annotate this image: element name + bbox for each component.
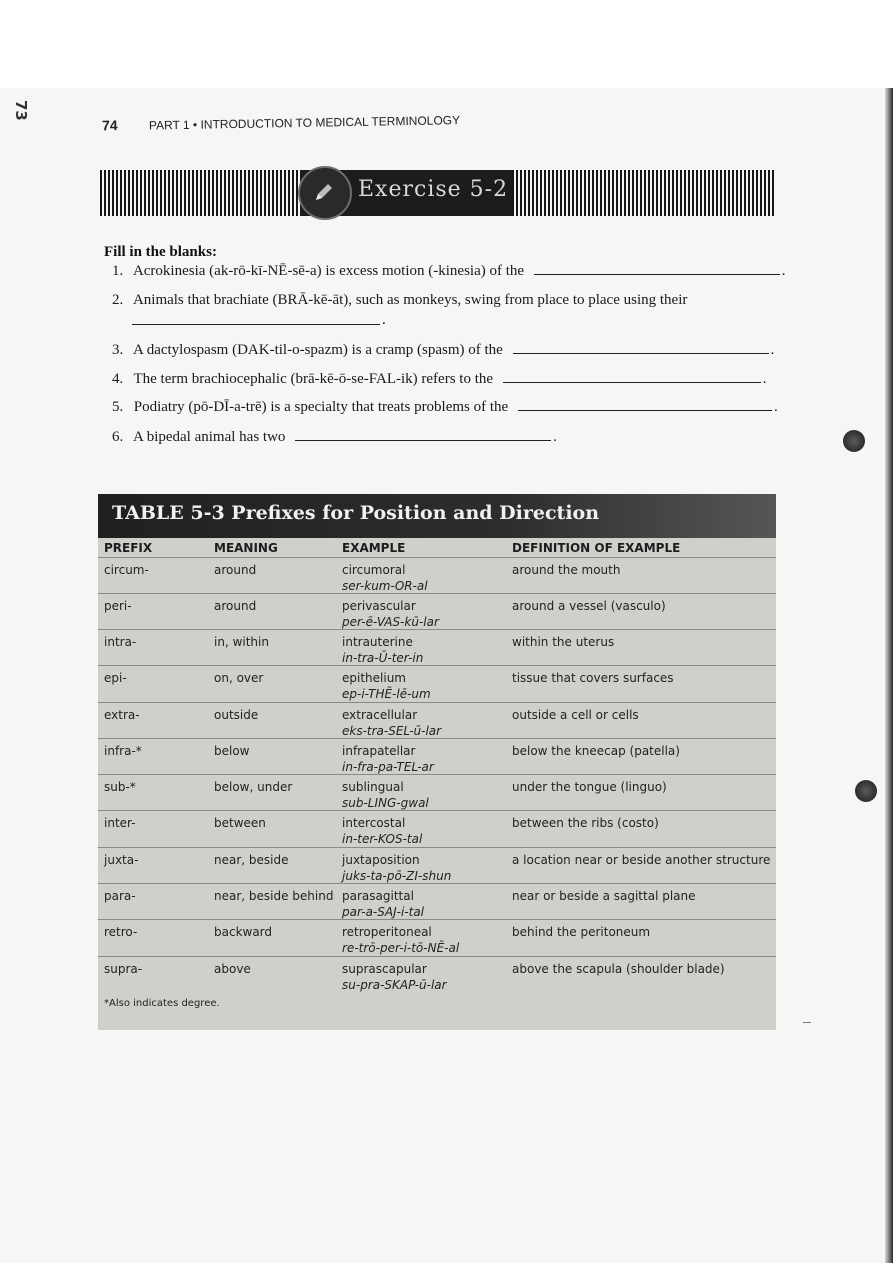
pronunciation: par-a-SAJ-i-tal xyxy=(342,905,425,919)
definition-cell: outside a cell or cells xyxy=(512,708,639,722)
question-4: 4. The term brachiocephalic (brā-kē-ō-se-FAL-ik) refers to the . xyxy=(112,371,767,387)
table-row xyxy=(98,593,776,629)
prefix-cell: epi- xyxy=(104,671,127,685)
question-2 xyxy=(112,292,687,309)
binder-hole-bottom xyxy=(855,780,877,802)
meaning-cell: on, over xyxy=(214,671,264,685)
pronunciation: ep-i-THĒ-lē-um xyxy=(342,687,431,701)
meaning-cell: above xyxy=(214,962,251,976)
scan-corner-number: 73 xyxy=(12,100,30,121)
pronunciation: ser-kum-OR-al xyxy=(342,579,428,593)
pronunciation: juks-ta-pō-ZI-shun xyxy=(342,869,452,883)
definition-cell: above the scapula (shoulder blade) xyxy=(512,962,725,976)
meaning-cell: in, within xyxy=(214,635,269,649)
prefix-cell: extra- xyxy=(104,708,140,722)
exercise-title: Exercise 5-2 xyxy=(358,177,509,202)
table-title: TABLE 5-3 Prefixes for Position and Direction xyxy=(112,502,600,524)
answer-blank-4[interactable] xyxy=(503,370,761,383)
table-row xyxy=(98,956,776,992)
question-number: 5. xyxy=(112,399,124,415)
meaning-cell: around xyxy=(214,563,257,577)
question-text: A bipedal animal has two xyxy=(132,429,286,445)
question-1: 1. Acrokinesia (ak-rō-kī-NĒ-sē-a) is excess motion (-kinesia) of the . xyxy=(112,263,786,279)
pronunciation: in-ter-KOS-tal xyxy=(342,832,423,846)
pronunciation: su-pra-SKAP-ū-lar xyxy=(342,978,447,992)
question-number: 1. xyxy=(112,263,124,279)
example-word: intrauterine xyxy=(342,635,413,649)
example-cell xyxy=(342,634,423,666)
question-number: 2. xyxy=(112,292,124,308)
example-cell xyxy=(342,743,434,775)
prefix-cell: para- xyxy=(104,889,136,903)
definition-cell: around the mouth xyxy=(512,563,621,577)
example-word: epithelium xyxy=(342,671,406,685)
table-row xyxy=(98,774,776,810)
table-row xyxy=(98,847,776,883)
pencil-icon xyxy=(312,180,336,204)
column-header-definition: DEFINITION OF EXAMPLE xyxy=(512,541,681,555)
definition-cell: tissue that covers surfaces xyxy=(512,671,674,685)
question-number: 6. xyxy=(112,429,124,445)
question-text: A dactylospasm (DAK-til-o-spazm) is a cramp (spasm) of the xyxy=(132,342,503,358)
table-row xyxy=(98,557,776,593)
question-number: 3. xyxy=(112,342,124,358)
answer-blank-5[interactable] xyxy=(518,398,772,411)
example-word: perivascular xyxy=(342,599,416,613)
question-text: Animals that brachiate (BRĀ-kē-āt), such as monkeys, swing from place to place using their xyxy=(132,292,688,308)
example-word: extracellular xyxy=(342,708,418,722)
example-cell xyxy=(342,888,424,920)
definition-cell: between the ribs (costo) xyxy=(512,816,659,830)
definition-cell: below the kneecap (patella) xyxy=(512,744,680,758)
table-row xyxy=(98,629,776,665)
example-cell xyxy=(342,852,451,884)
table-title-bar xyxy=(98,494,776,538)
table-row xyxy=(98,738,776,774)
pronunciation: sub-LING-gwal xyxy=(342,796,429,810)
pronunciation: in-fra-pa-TEL-ar xyxy=(342,760,434,774)
answer-blank-2[interactable] xyxy=(132,324,380,325)
question-3: 3. A dactylospasm (DAK-til-o-spazm) is a cramp (spasm) of the . xyxy=(112,342,775,358)
column-header-prefix: PREFIX xyxy=(104,541,153,555)
answer-blank-1[interactable] xyxy=(534,262,780,275)
question-number: 4. xyxy=(112,371,124,387)
definition-cell: under the tongue (linguo) xyxy=(512,780,667,794)
definition-cell: a location near or beside another structure xyxy=(512,853,771,867)
question-5: 5. Podiatry (pō-DĪ-a-trē) is a specialty that treats problems of the . xyxy=(112,399,778,415)
example-cell xyxy=(342,598,439,630)
meaning-cell: between xyxy=(214,816,266,830)
example-cell xyxy=(342,924,459,956)
table-row xyxy=(98,702,776,738)
exercise-badge-icon xyxy=(298,166,352,220)
example-cell xyxy=(342,707,441,739)
example-word: suprascapular xyxy=(342,962,427,976)
example-word: infrapatellar xyxy=(342,744,416,758)
binder-hole-top xyxy=(843,430,865,452)
definition-cell: behind the peritoneum xyxy=(512,925,651,939)
question-text: Acrokinesia (ak-rō-kī-NĒ-sē-a) is excess motion (-kinesia) of the xyxy=(132,263,525,279)
exercise-banner xyxy=(100,170,774,216)
answer-blank-3[interactable] xyxy=(513,341,769,354)
exercise-instructions: Fill in the blanks: xyxy=(104,244,217,260)
table-row xyxy=(98,665,776,701)
prefix-cell: supra- xyxy=(104,962,143,976)
meaning-cell: near, beside behind xyxy=(214,889,334,903)
meaning-cell: around xyxy=(214,599,257,613)
running-title: PART 1 • INTRODUCTION TO MEDICAL TERMINOLOGY xyxy=(148,113,461,133)
definition-cell: within the uterus xyxy=(512,635,615,649)
prefix-cell: intra- xyxy=(104,635,137,649)
example-word: juxtaposition xyxy=(342,853,420,867)
question-text: The term brachiocephalic (brā-kē-ō-se-FAL-ik) refers to the xyxy=(133,371,494,387)
table-row xyxy=(98,883,776,919)
table-row xyxy=(98,810,776,846)
table-footnote: *Also indicates degree. xyxy=(104,998,220,1009)
meaning-cell: below xyxy=(214,744,250,758)
example-word: parasagittal xyxy=(342,889,414,903)
example-word: circumoral xyxy=(342,563,406,577)
column-header-meaning: MEANING xyxy=(214,541,278,555)
question-text: Podiatry (pō-DĪ-a-trē) is a specialty that treats problems of the xyxy=(133,399,509,415)
prefix-cell: circum- xyxy=(104,563,149,577)
example-cell xyxy=(342,815,422,847)
answer-blank-6[interactable] xyxy=(295,428,551,441)
pronunciation: per-ē-VAS-kū-lar xyxy=(342,615,439,629)
margin-mark xyxy=(803,1022,811,1023)
meaning-cell: below, under xyxy=(214,780,293,794)
column-header-example: EXAMPLE xyxy=(342,541,406,555)
prefix-table xyxy=(98,494,776,1030)
example-cell xyxy=(342,562,428,594)
example-cell xyxy=(342,961,447,993)
prefix-cell: juxta- xyxy=(104,853,139,867)
page-number: 74 xyxy=(101,117,118,134)
definition-cell: around a vessel (vasculo) xyxy=(512,599,666,613)
prefix-cell: peri- xyxy=(104,599,132,613)
meaning-cell: backward xyxy=(214,925,273,939)
prefix-cell: sub-* xyxy=(104,780,136,794)
pronunciation: eks-tra-SEL-ū-lar xyxy=(342,724,442,738)
blank-period: . xyxy=(382,312,386,328)
prefix-cell: inter- xyxy=(104,816,136,830)
example-cell xyxy=(342,779,429,811)
pronunciation: in-tra-Ū-ter-in xyxy=(342,651,424,665)
pronunciation: re-trō-per-i-tō-NĒ-al xyxy=(342,941,460,955)
prefix-cell: infra-* xyxy=(104,744,142,758)
example-cell xyxy=(342,670,431,702)
definition-cell: near or beside a sagittal plane xyxy=(512,889,696,903)
meaning-cell: near, beside xyxy=(214,853,289,867)
meaning-cell: outside xyxy=(214,708,259,722)
example-word: sublingual xyxy=(342,780,404,794)
question-6: 6. A bipedal animal has two . xyxy=(112,429,557,445)
table-row xyxy=(98,919,776,955)
example-word: intercostal xyxy=(342,816,406,830)
page-edge-shadow xyxy=(885,88,893,1263)
prefix-cell: retro- xyxy=(104,925,138,939)
example-word: retroperitoneal xyxy=(342,925,432,939)
